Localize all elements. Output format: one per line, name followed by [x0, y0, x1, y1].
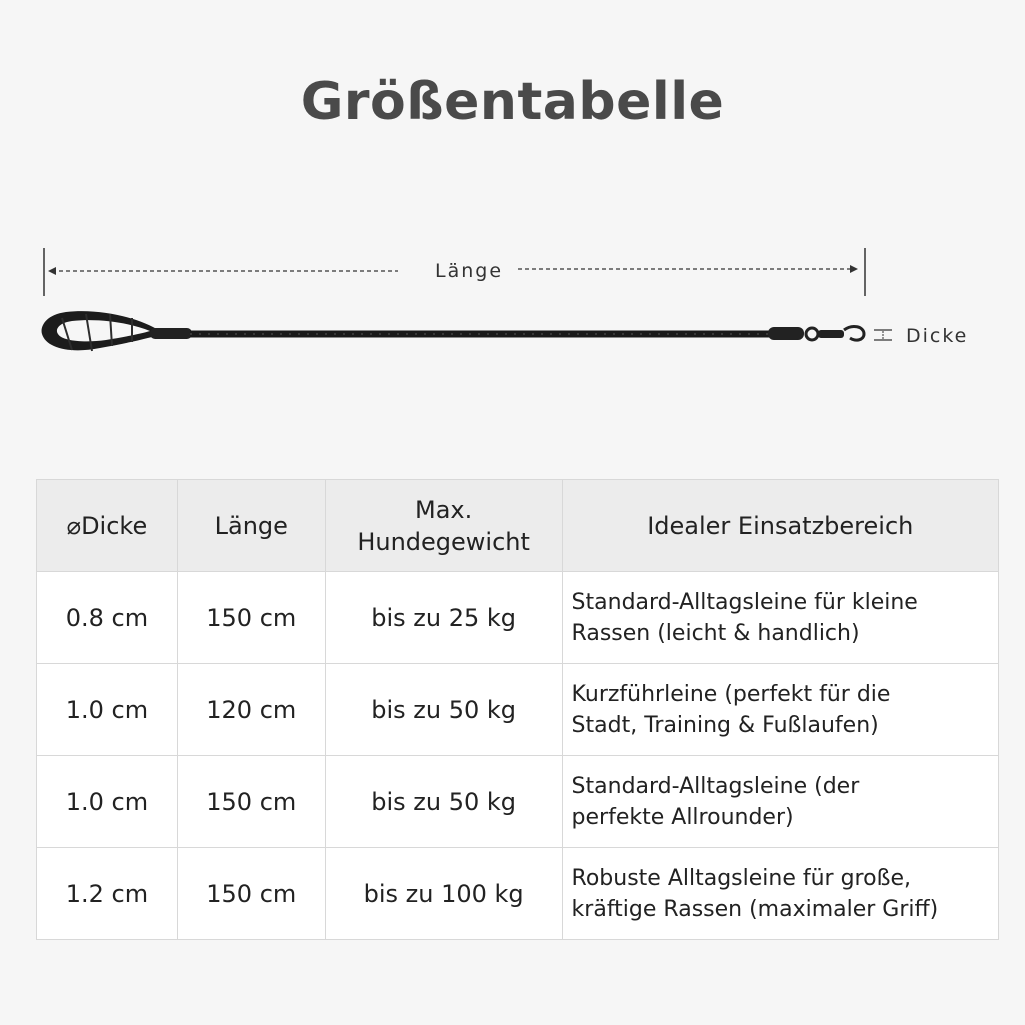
- cell-usage-line2: Rassen (leicht & handlich): [571, 620, 860, 646]
- thickness-label: Dicke: [906, 325, 969, 347]
- table-row: [37, 848, 999, 940]
- cell-thickness: 1.2 cm: [37, 848, 178, 940]
- page-title: Größentabelle: [300, 72, 725, 132]
- header-max-weight-line1: Max.: [414, 495, 473, 524]
- cell-length: 150 cm: [177, 756, 325, 848]
- cell-usage: [562, 664, 998, 756]
- cell-usage-line1: Standard-Alltagsleine für kleine: [571, 589, 918, 615]
- header-max-weight: [325, 480, 562, 572]
- cell-usage-line1: Kurzführleine (perfekt für die: [571, 681, 891, 707]
- cell-usage-line1: Standard-Alltagsleine (der: [571, 773, 860, 799]
- length-arrow-right: [850, 265, 858, 273]
- cell-thickness: 1.0 cm: [37, 664, 178, 756]
- leash-illustration: [0, 230, 1025, 370]
- cell-length: 150 cm: [177, 848, 325, 940]
- cell-usage-line2: perfekte Allrounder): [571, 804, 794, 830]
- clasp-swivel: [806, 328, 818, 340]
- table-header-row: [37, 480, 999, 572]
- header-thickness: ⌀Dicke: [37, 480, 178, 572]
- cell-max-weight: bis zu 25 kg: [325, 572, 562, 664]
- cell-max-weight: bis zu 50 kg: [325, 664, 562, 756]
- header-length: Länge: [177, 480, 325, 572]
- cell-max-weight: bis zu 100 kg: [325, 848, 562, 940]
- cell-usage-line1: Robuste Alltagsleine für große,: [571, 865, 911, 891]
- cell-length: 120 cm: [177, 664, 325, 756]
- cell-thickness: 0.8 cm: [37, 572, 178, 664]
- cell-usage: [562, 848, 998, 940]
- clasp-hook: [844, 327, 864, 341]
- leash-ferrule-left: [150, 328, 192, 339]
- cell-usage: [562, 756, 998, 848]
- cell-usage-line2: Stadt, Training & Fußlaufen): [571, 712, 879, 738]
- length-label: Länge: [434, 260, 504, 282]
- cell-thickness: 1.0 cm: [37, 756, 178, 848]
- table-row: [37, 664, 999, 756]
- length-arrow-left: [48, 267, 56, 275]
- clasp-body: [818, 330, 844, 338]
- header-usage: Idealer Einsatzbereich: [562, 480, 998, 572]
- header-max-weight-line2: Hundegewicht: [357, 527, 530, 556]
- cell-length: 150 cm: [177, 572, 325, 664]
- size-table: [36, 479, 999, 940]
- leash-ferrule-right: [768, 327, 804, 340]
- table-row: [37, 756, 999, 848]
- cell-max-weight: bis zu 50 kg: [325, 756, 562, 848]
- cell-usage-line2: kräftige Rassen (maximaler Griff): [571, 896, 939, 922]
- table-row: [37, 572, 999, 664]
- leash-diagram: [0, 230, 1025, 370]
- cell-usage: [562, 572, 998, 664]
